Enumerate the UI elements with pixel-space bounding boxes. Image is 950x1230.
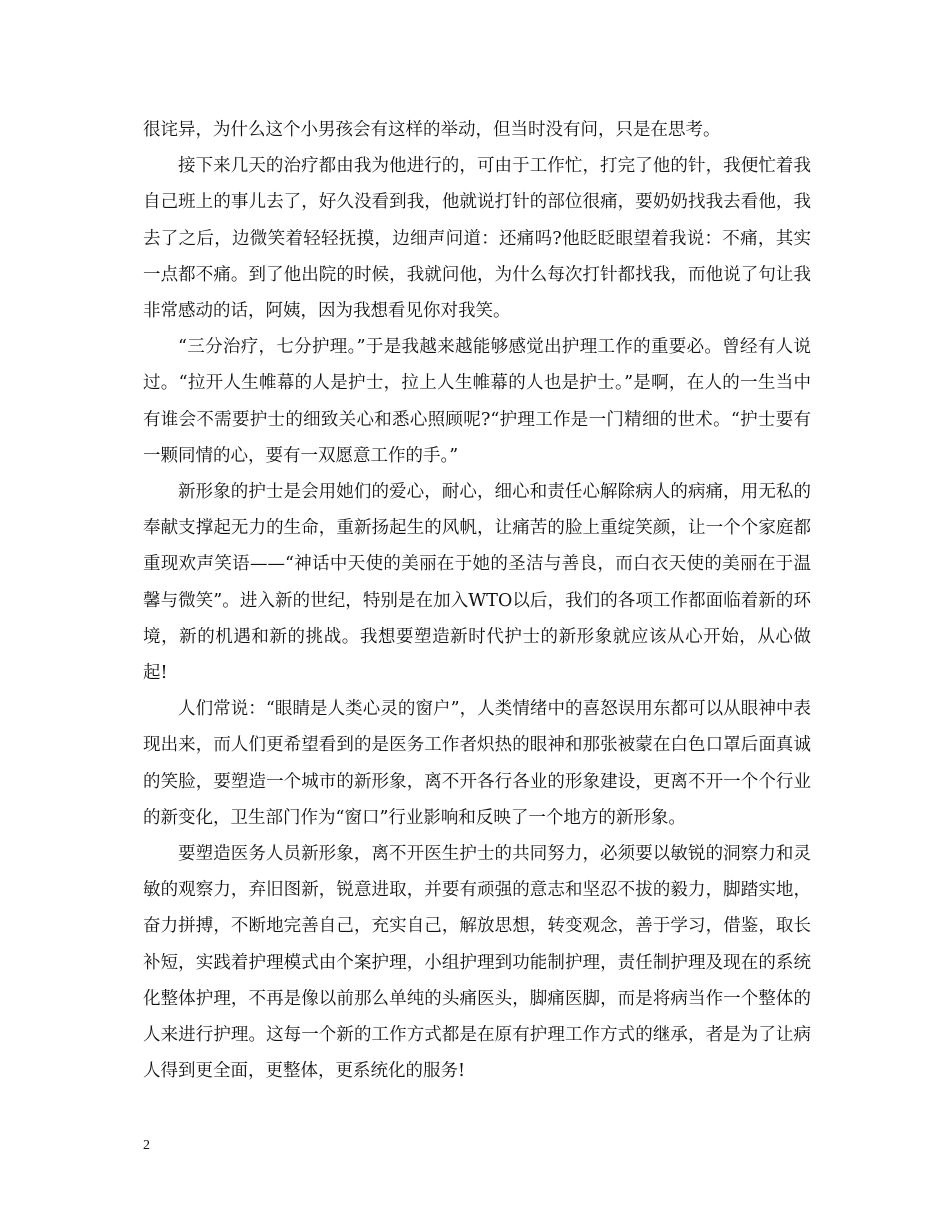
paragraph-6: 要塑造医务人员新形象，离不开医生护士的共同努力，必须要以敏锐的洞察力和灵敏的观察力，弃旧图新，锐意进取，并要有顽强的意志和坚忍不拔的毅力，脚踏实地，奋力拼搏，不断地完善自己，充实自己，解放思想，转变观念，善于学习，借鉴，取长补短，实践着护理模式由个案护理，小组护理到功能制护理，责任制护理及现在的系统化整体护理，不再是像以前那么单纯的头痛医头，脚痛医脚，而是将病当作一个整体的人来进行护理。这每一个新的工作方式都是在原有护理工作方式的继承，者是为了让病人得到更全面，更整体，更系统化的服务!: [143, 844, 811, 1082]
paragraph-4: 新形象的护士是会用她们的爱心，耐心，细心和责任心解除病人的病痛，用无私的奉献支撑起无力的生命，重新扬起生的风帆，让痛苦的脸上重绽笑颜，让一个个家庭都重现欢声笑语——“神话中天使的美丽在于她的圣洁与善良，而白衣天使的美丽在于温馨与微笑”。进入新的世纪，特别是在加入WTO以后，我们的各项工作都面临着新的环境，新的机遇和新的挑战。我想要塑造新时代护士的新形象就应该从心开始，从心做起!: [143, 482, 811, 684]
paragraph-1: 很诧异，为什么这个小男孩会有这样的举动，但当时没有问，只是在思考。: [143, 120, 721, 140]
paragraph-3: “三分治疗，七分护理。”于是我越来越能够感觉出护理工作的重要必。曾经有人说过。“拉开人生帷幕的人是护士，拉上人生帷幕的人也是护士。”是啊，在人的一生当中有谁会不需要护士的细致关心和悉心照顾呢?“护理工作是一门精细的世术。“护士要有一颗同情的心，要有一双愿意工作的手。”: [143, 337, 811, 466]
paragraph-2: 接下来几天的治疗都由我为他进行的，可由于工作忙，打完了他的针，我便忙着我自己班上的事儿去了，好久没看到我，他就说打针的部位很痛，要奶奶找我去看他，我去了之后，边微笑着轻轻抚摸，边细声问道：还痛吗?他眨眨眼望着我说：不痛，其实一点都不痛。到了他出院的时候，我就问他，为什么每次打针都找我，而他说了句让我非常感动的话，阿姨，因为我想看见你对我笑。: [143, 156, 811, 322]
document-body: [143, 112, 811, 1089]
page-number: 2: [143, 1138, 150, 1153]
paragraph-5: 人们常说：“眼睛是人类心灵的窗户”，人类情绪中的喜怒误用东都可以从眼神中表现出来，而人们更希望看到的是医务工作者炽热的眼神和那张被蒙在白色口罩后面真诚的笑脸，要塑造一个城市的新形象，离不开各行各业的形象建设，更离不开一个个行业的新变化，卫生部门作为“窗口”行业影响和反映了一个地方的新形象。: [143, 699, 811, 828]
